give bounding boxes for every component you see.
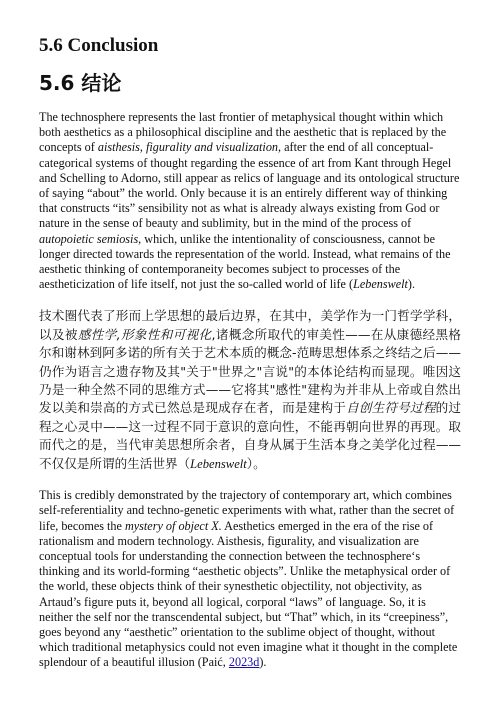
italic-term: 自创生符号过程 bbox=[346, 400, 436, 416]
text-run: Aesthetics emerged in the era of the rise of rationalism and modern technology. Aisthesis, figurality, and visualization are conceptual tools for understanding the connection between the technosphere‘s thinking and its world-forming “aesthetic objects”. Unlike the metaphysical order of the world, these objects think of their synesthetic objectility, not objectivity, as Artaud’s figure puts it, beyond all logical, corporal “laws” of language. So, it is neither the self nor the transcendental subject, but “That” which, in its “creepiness”, goes beyond any “aesthetic” orientation to the sublime object of thought, without which traditional metaphysics could not even imagine what it thought in the complete splendour of a beautiful illusion (Paić, bbox=[39, 518, 458, 670]
italic-term: aisthesis, figurality and visualization, bbox=[97, 140, 282, 155]
section-heading-en: 5.6 Conclusion bbox=[39, 35, 159, 56]
italic-term: Lebenswelt bbox=[353, 277, 408, 292]
citation-link[interactable]: 2023d bbox=[228, 655, 260, 670]
text-run: 的过程之心灵中——这一过程不同于意识的意向性，不能再朝向世界的再现。取而代之的是，当代审美思想所余者，自身从属于生活本身之美学化过程——不仅仅是所谓的生活世界（ bbox=[39, 400, 462, 471]
text-run: ,诸概念所取代的审美性——在从康德经黑格尔和谢林到阿多诺的所有关于艺术本质的概念-范畴思想体系之终结之后——仍作为语言之遗存物及其"关于"世界之"言说"的本体论结构而显现。唯因这乃是一种全然不同的思维方式——它将其"感性"建构为并非从上帝或自然出发以美和崇高的方式已然总是现成存在者，而是建构于 bbox=[39, 326, 461, 416]
paragraph-en-2 bbox=[39, 488, 461, 670]
text-run: ). bbox=[407, 277, 416, 292]
paragraph-zh bbox=[39, 307, 461, 473]
text-run: ）。 bbox=[246, 455, 266, 471]
text-run: after the end of all conceptual-categorical systems of thought regarding the essence of art from Kant through Hegel and Schelling to Adorno, still appear as relics of language and its ontological structure of saying “about” the world. Only because it is an entirely different way of thinking that constructs “its” sensibility not as what is already always existing from God or nature in the sense of beauty and sublimity, but in the mind of the process of bbox=[39, 140, 460, 231]
italic-term: Lebenswelt bbox=[190, 456, 247, 471]
italic-term: autopoietic semiosis, bbox=[39, 231, 142, 246]
text-run: This is credibly demonstrated by the trajectory of contemporary art, which combines self-referentiality and techno-genetic experiments with what, rather than the secret of life, becomes the bbox=[39, 488, 455, 533]
section-heading-zh: 5.6 结论 bbox=[39, 71, 122, 95]
italic-term: mystery of object X. bbox=[124, 518, 222, 533]
text-run: ). bbox=[259, 655, 267, 670]
text-run: 技术圈代表了形而上学思想的最后边界，在其中，美学作为一门哲学学科，以及被 bbox=[39, 308, 461, 342]
text-run: The technosphere represents the last frontier of metaphysical thought within which both aesthetics as a philosophical discipline and the aesthetic that is replaced by the concepts of bbox=[39, 110, 447, 155]
text-run: which, unlike the intentionality of consciousness, cannot be longer directed towards the representation of the world. Instead, what remains of the aesthetic thinking of contemporaneity becomes subject to processes of the aestheticization of life itself, not just the so-called world of life ( bbox=[39, 231, 451, 292]
paragraph-en-1 bbox=[39, 110, 461, 292]
italic-term: 感性学,形象性和可视化 bbox=[77, 326, 212, 342]
